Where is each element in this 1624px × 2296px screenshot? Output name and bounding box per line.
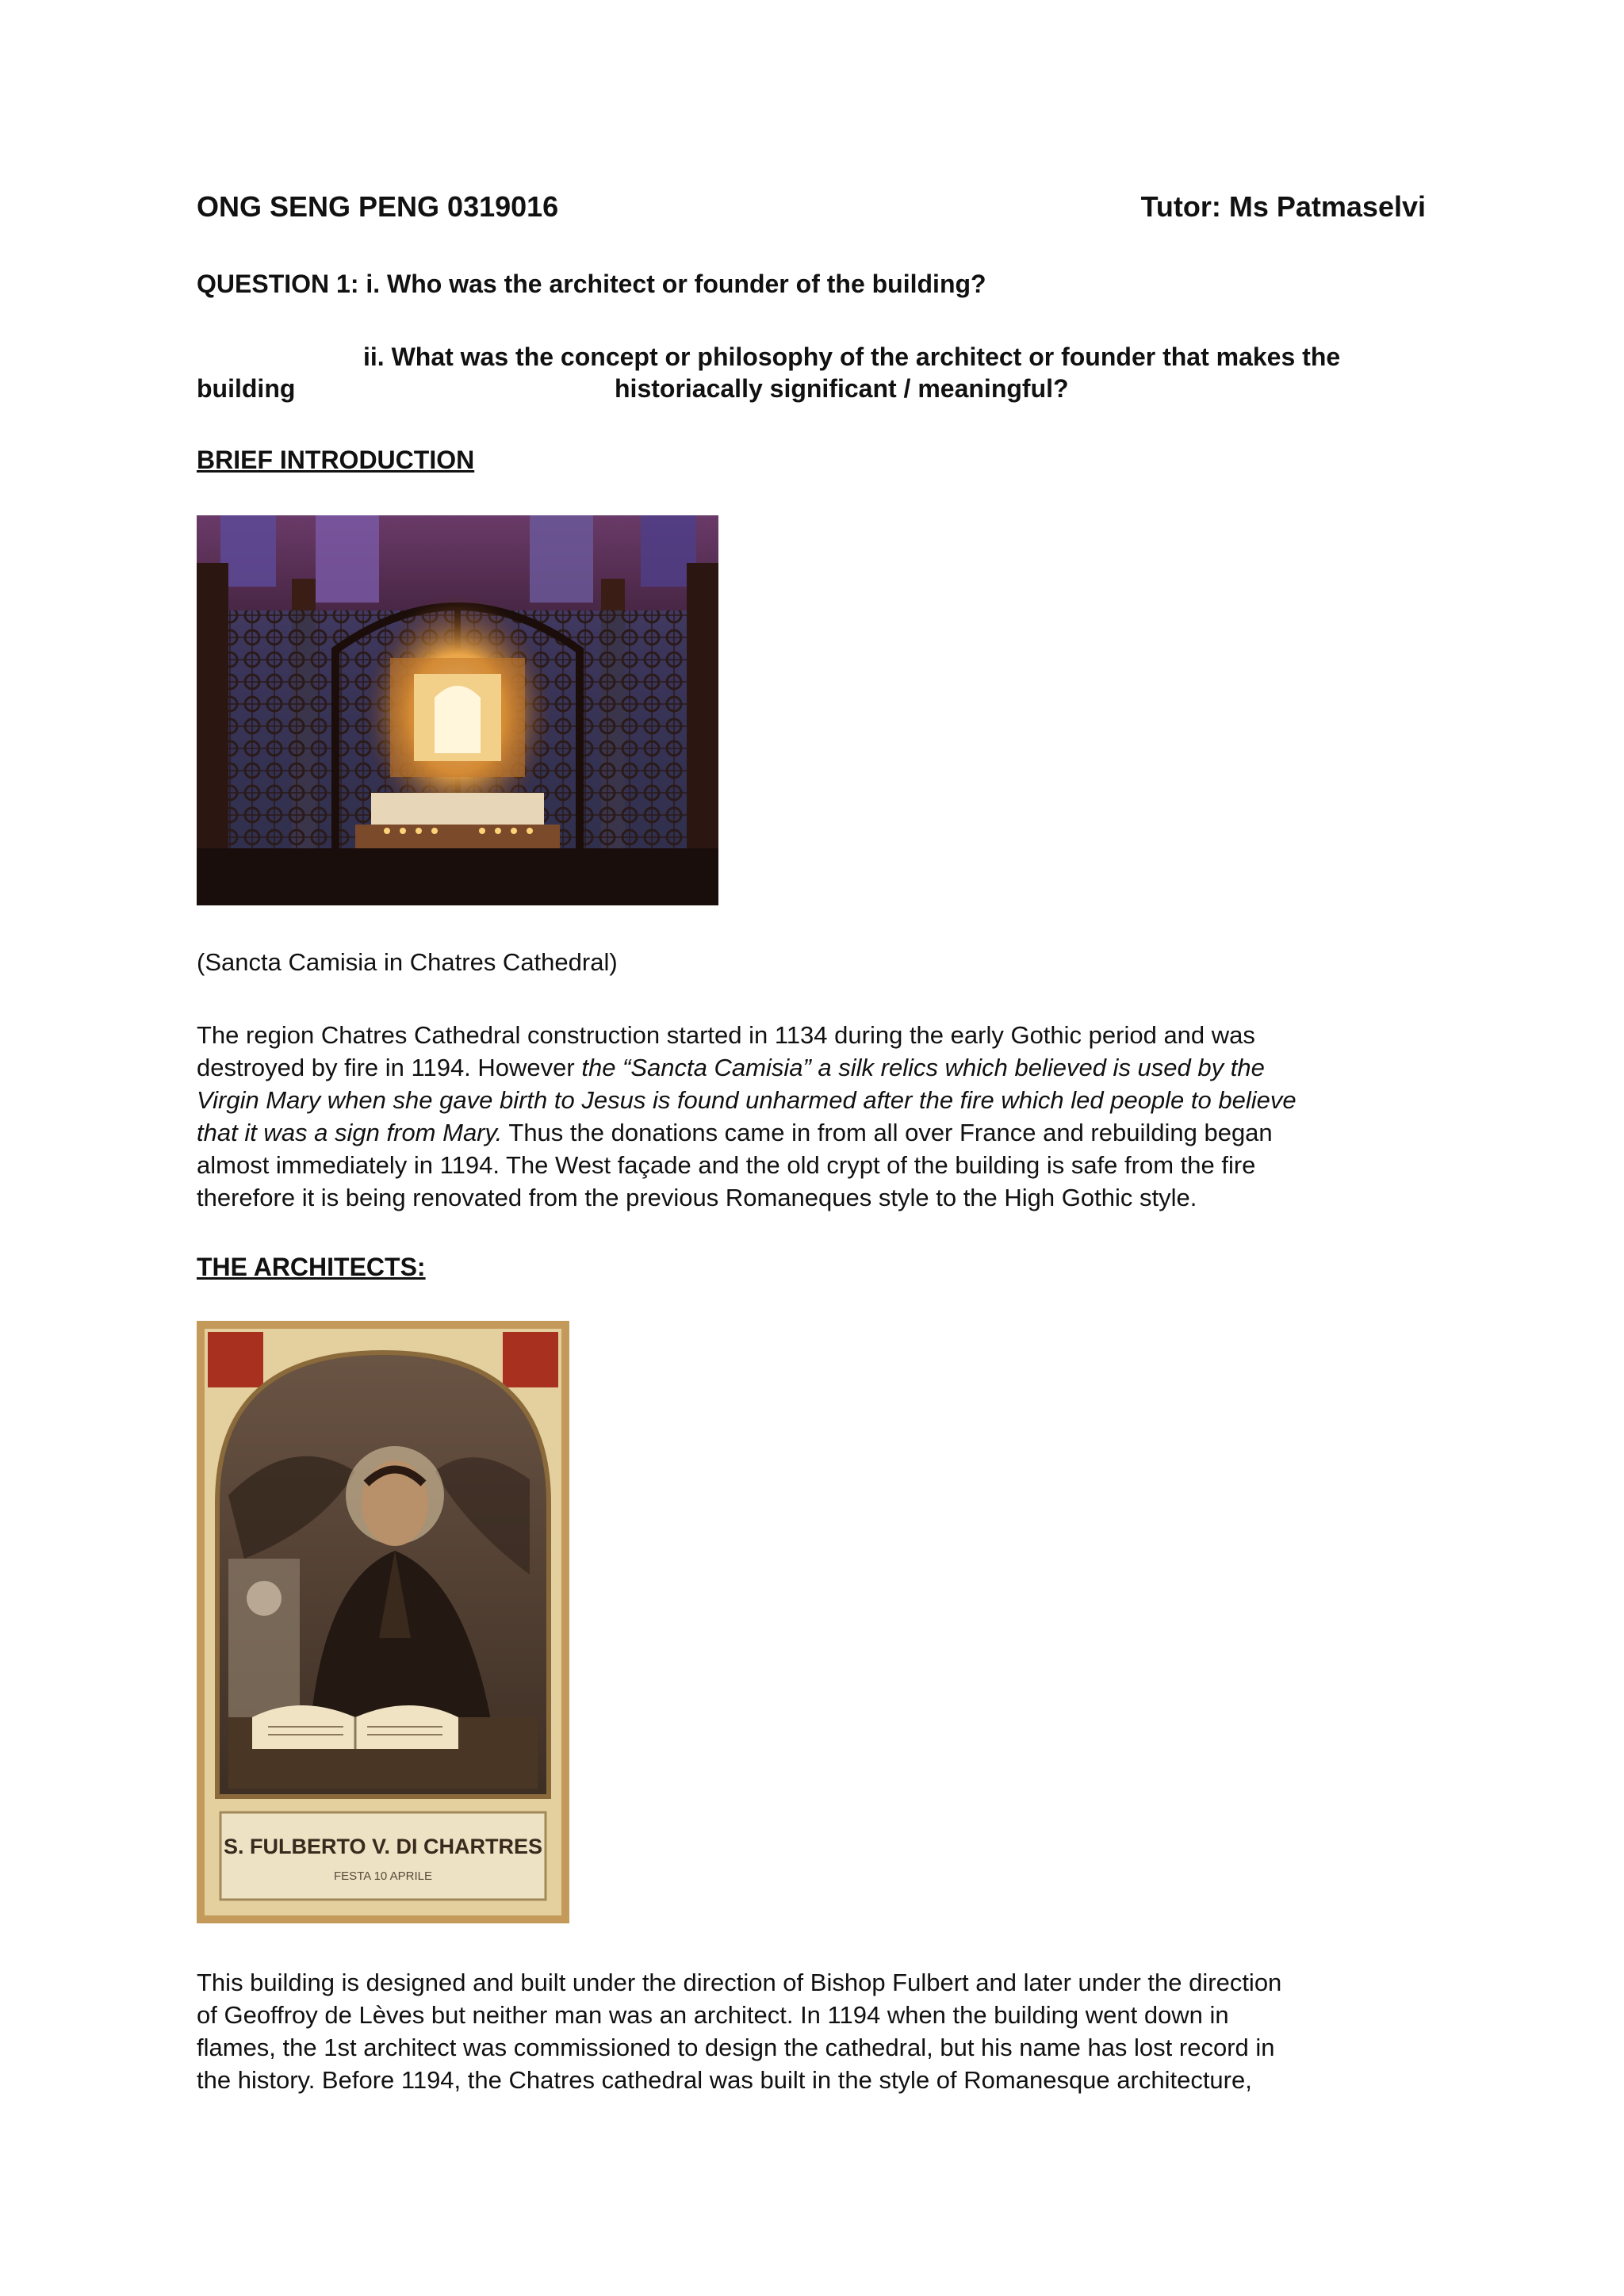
student-name-id: ONG SENG PENG 0319016 — [197, 190, 559, 223]
intro-line-4b: Thus the donations came in from all over France and rebuilding began — [502, 1119, 1273, 1146]
intro-line-3-text: Virgin Mary when she gave birth to Jesus is found unharmed after the fire which led people to believe — [197, 1086, 1297, 1114]
saint-portrait-card — [197, 1321, 569, 1923]
portrait-banner-title: S. FULBERTO V. DI CHARTRES — [223, 1835, 543, 1858]
architects-line-1: This building is designed and built under the direction of Bishop Fulbert and later under the direction — [197, 1969, 1282, 1996]
architects-line-4: the history. Before 1194, the Chatres cathedral was built in the style of Romanesque architecture, — [197, 2066, 1252, 2094]
intro-line-3 — [197, 1084, 1434, 1116]
saint-portrait-illustration — [197, 1321, 569, 1923]
question-line-1: QUESTION 1: i. Who was the architect or founder of the building? — [197, 270, 986, 298]
question-line-3-right: historiacally significant / meaningful? — [615, 374, 1069, 403]
photo1-caption: (Sancta Camisia in Chatres Cathedral) — [197, 948, 618, 976]
intro-line-2b: the “Sancta Camisia” a silk relics which believed is used by the — [581, 1054, 1265, 1081]
cathedral-shrine-illustration — [197, 515, 718, 905]
intro-line-6: therefore it is being renovated from the previous Romaneques style to the High Gothic style. — [197, 1184, 1197, 1211]
architects-line-3: flames, the 1st architect was commissioned to design the cathedral, but his name has lost record in — [197, 2034, 1275, 2061]
architects-paragraph — [197, 1966, 1434, 2096]
architects-heading: THE ARCHITECTS: — [197, 1253, 426, 1281]
question-line-2: ii. What was the concept or philosophy of the architect or founder that makes the — [363, 342, 1341, 371]
intro-line-2a: destroyed by fire in 1194. However — [197, 1054, 582, 1081]
cathedral-shrine-photo — [197, 515, 718, 905]
brief-introduction-heading: BRIEF INTRODUCTION — [197, 446, 475, 474]
intro-line-4 — [197, 1116, 1434, 1149]
portrait-banner-subtitle: FESTA 10 APRILE — [334, 1869, 432, 1883]
intro-line-2 — [197, 1051, 1434, 1084]
intro-line-4a: that it was a sign from Mary. — [197, 1119, 503, 1146]
tutor-name: Tutor: Ms Patmaselvi — [1140, 190, 1426, 223]
intro-paragraph — [197, 1019, 1434, 1214]
intro-line-1: The region Chatres Cathedral construction started in 1134 during the early Gothic period and was — [197, 1021, 1255, 1049]
intro-line-5: almost immediately in 1194. The West façade and the old crypt of the building is safe from the fire — [197, 1151, 1256, 1179]
document-header — [197, 190, 1426, 230]
architects-line-2: of Geoffroy de Lèves but neither man was an architect. In 1194 when the building went down in — [197, 2001, 1229, 2029]
question-line-3-left: building — [197, 374, 296, 403]
